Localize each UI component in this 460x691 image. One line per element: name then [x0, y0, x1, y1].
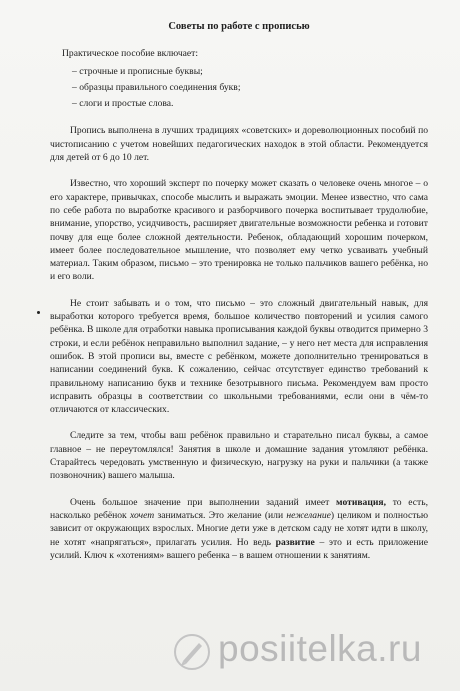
paragraph-1: Пропись выполнена в лучших традициях «советских» и дореволюционных пособий по чистописанию с учетом новейших педагогических находок в этой области. Рекомендуется для детей от 6 до 10 лет.	[50, 125, 428, 164]
italic-term-unwillingness: нежелание	[286, 509, 331, 521]
paragraph-2: Известно, что хороший эксперт по почерку может сказать о человеке очень многое – о его характере, привычках, способе мыслить и выражать эмоции. Менее известно, что сама по себе работа по выработке красивого и разборчивого почерка воспитывает трудолюбие, внимание, упорство, усидчивость, расширяет двигательные возможности ребенка и готовит почву для еще более сложной деятельности. Ребенок, обладающий хорошим почерком, имеет более последовательное мышление, что позволяет ему четко усваивать учебный материал. Таким образом, письмо – это тренировка не только пальчиков вашего ребёнка, но и его воли.	[50, 178, 428, 283]
list-item: – строчные и прописные буквы;	[72, 65, 203, 77]
document-body	[50, 20, 428, 575]
text-run: то есть, насколько ребёнок	[50, 496, 428, 521]
bold-term-motivation: мотивация,	[336, 496, 386, 508]
text-run: – это и есть приложение усилий. Ключ к «хотениям» вашего ребенка – в вашем отношении к занятиям.	[50, 536, 428, 561]
paragraph-5	[50, 496, 428, 562]
bold-term-development: развитие	[275, 536, 315, 548]
stray-dot	[37, 311, 40, 314]
italic-term-wants: хочет	[129, 509, 155, 521]
watermark-logo-icon	[172, 632, 212, 672]
document-title: Советы по работе с прописью	[168, 21, 310, 32]
text-run: Очень большое значение при выполнении заданий имеет	[70, 496, 337, 508]
list-item: – слоги и простые слова.	[72, 98, 174, 110]
list-item: – образцы правильного соединения букв;	[72, 81, 241, 93]
intro-line: Практическое пособие включает:	[62, 48, 199, 60]
text-run: заниматься. Это желание (или	[154, 509, 287, 521]
paragraph-3: Не стоит забывать и о том, что письмо – это сложный двигательный навык, для выработки которого требуется время, большое количество повторений и усилия самого ребёнка. В школе для отработки навыка прописывания каждой буквы отводится примерно 3 строки, и если ребёнок неправильно выполнил задание, – у него нет места для исправления ошибок. В этой прописи вы, вместе с ребёнком, можете дополнительно тренироваться в написании соединений букв. К сожалению, сейчас отсутствует единство требований к правильному написанию букв и технике безотрывного письма. Рекомендуем вам просто исправить образцы в соответствии со школьными требованиями, если они в чём-то отличаются от классических.	[50, 297, 428, 416]
text-run: ) целиком и полностью зависит от окружающих взрослых. Многие дети уже в детском саду не хотят идти в школу, не хотят «напрягаться», прилагать усилия. Но ведь	[50, 509, 428, 548]
contents-list	[72, 65, 428, 111]
paragraph-4: Следите за тем, чтобы ваш ребёнок правильно и старательно писал буквы, а самое главное – не переутомлялся! Занятия в школе и домашние задания утомляют ребёнка. Старайтесь чередовать умственную и физическую, нагрузку на руки и пальчики (а также позвоночник) вашего малыша.	[50, 430, 428, 482]
watermark-text: posiitelka.ru	[218, 628, 422, 669]
